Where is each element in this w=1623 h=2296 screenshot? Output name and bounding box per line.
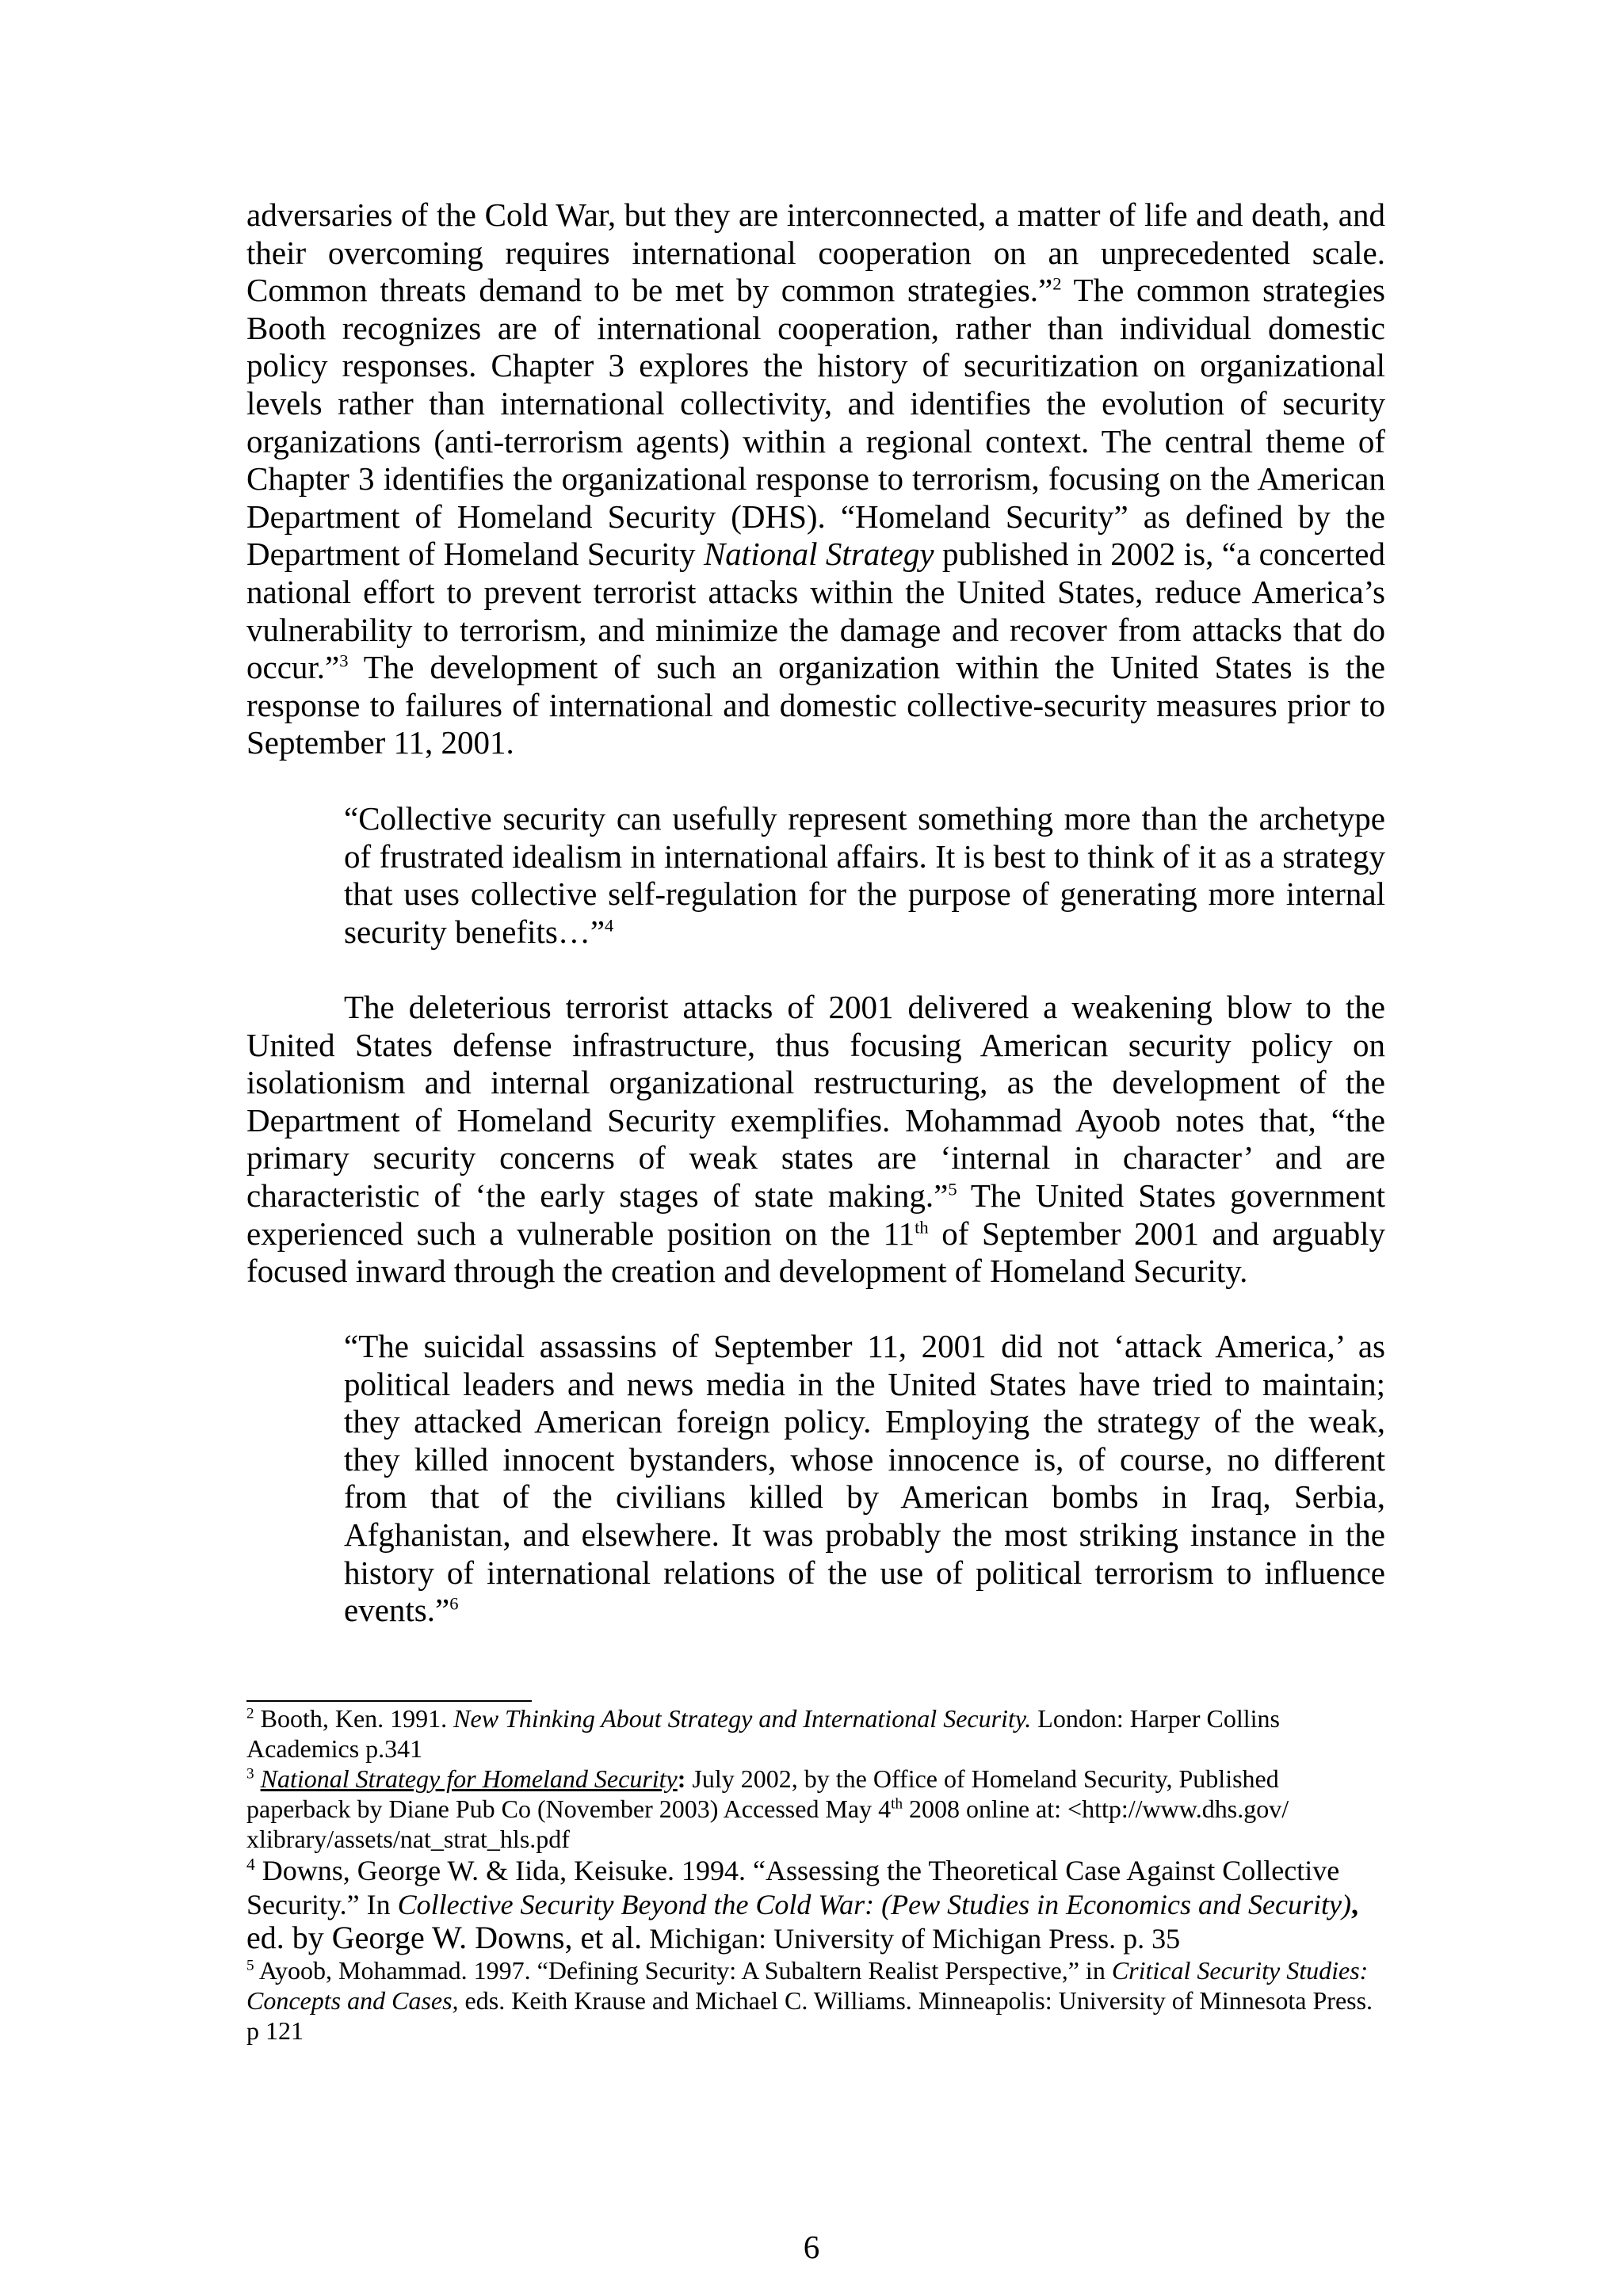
quote-text: “Collective security can usefully represent something more than the archetype of frustrated idealism in international affairs. It is best to think of it as a strategy that uses collective self-regulation for the purpose of generating more internal security benefits…” xyxy=(344,800,1385,950)
footnote-text: Michigan: University of Michigan Press. p. 35 xyxy=(642,1923,1181,1955)
footnote-ref-3[interactable]: 3 xyxy=(339,650,349,671)
ordinal-suffix: th xyxy=(915,1216,929,1237)
paragraph-text: The common strategies Booth recognizes are of international cooperation, rather than individual domestic policy responses. Chapter 3 explores the history of securitization on organizational levels rather than international collectivity, and identifies the evolution of security organizations (anti-terrorism agents) within a regional context. The central theme of Chapter 3 identifies the organizational response to terrorism, focusing on the American Department of Homeland Security (DHS). “Homeland Security” as defined by the Department of Homeland Security xyxy=(246,272,1386,573)
ordinal-suffix: th xyxy=(891,1795,903,1813)
footnote-3 xyxy=(246,1764,1385,1854)
footnote-4 xyxy=(246,1854,1385,1955)
paragraph-text: of September 2001 and arguably focused inward through the creation and development of Homeland Security. xyxy=(246,1215,1385,1290)
body-paragraph-2 xyxy=(246,989,1385,1291)
body-paragraph-1 xyxy=(246,196,1385,762)
footnote-text: London: Harper Collins Academics p.341 xyxy=(246,1704,1280,1763)
footnote-text: Security.” In xyxy=(246,1889,398,1920)
footnote-number: 5 xyxy=(246,1957,254,1974)
block-quote-2 xyxy=(344,1328,1385,1630)
footnote-text: July 2002, by the Office of Homeland Security, Published paperback by Diane Pub Co (November 2003) Accessed May 4 xyxy=(246,1764,1279,1823)
footnote-text: Booth, Ken. 1991. xyxy=(254,1704,454,1733)
italic-title: National Strategy xyxy=(703,536,934,573)
paragraph-text: The development of such an organization within the United States is the response to failures of international and domestic collective-security measures prior to September 11, 2001. xyxy=(246,649,1385,761)
paragraph-text: published in 2002 is, “a concerted national effort to prevent terrorist attacks within the United States, reduce America’s vulnerability to terrorism, and minimize the damage and recover from attacks that do occur.” xyxy=(246,536,1386,686)
footnote-ref-2[interactable]: 2 xyxy=(1052,273,1062,294)
footnote-number: 4 xyxy=(246,1855,255,1874)
footnote-text: eds. Keith Krause and Michael C. Williams. Minneapolis: University of Minnesota Press. p 121 xyxy=(246,1986,1373,2045)
paragraph-text: The United States government experienced such a vulnerable position on the 11 xyxy=(246,1177,1386,1252)
footnote-comma: , xyxy=(1350,1889,1358,1920)
footnote-ref-5[interactable]: 5 xyxy=(948,1179,957,1199)
paragraph-text: adversaries of the Cold War, but they are interconnected, a matter of life and death, and their overcoming requires international cooperation on an unprecedented scale. Common threats demand to be met by common strategies.” xyxy=(246,196,1385,309)
footnote-separator xyxy=(246,1700,532,1702)
footnote-number: 3 xyxy=(246,1765,254,1783)
footnote-colon: : xyxy=(677,1764,686,1793)
page-number: 6 xyxy=(803,2229,820,2265)
footnote-ref-4[interactable]: 4 xyxy=(605,915,614,936)
footnote-2 xyxy=(246,1703,1385,1764)
footnote-italic-title: New Thinking About Strategy and International Security. xyxy=(453,1704,1032,1733)
footnote-url[interactable]: 2008 online at: <http://www.dhs.gov/ xlibrary/assets/nat_strat_hls.pdf xyxy=(246,1794,1289,1853)
footnotes xyxy=(246,1703,1385,2046)
quote-text: “The suicidal assassins of September 11, 2001 did not ‘attack America,’ as political leaders and news media in the United States have tried to maintain; they attacked American foreign policy. Employing the strategy of the weak, they killed innocent bystanders, whose innocence is, of course, no different from that of the civilians killed by American bombs in Iraq, Serbia, Afghanistan, and elsewhere. It was probably the most striking instance in the history of international relations of the use of political terrorism to influence events.” xyxy=(344,1328,1385,1629)
footnote-text: Downs, George W. & Iida, Keisuke. 1994. “Assessing the Theoretical Case Against Collective xyxy=(254,1855,1340,1886)
footnote-link-title[interactable]: National Strategy for Homeland Security xyxy=(260,1764,678,1793)
footnote-italic-title: Collective Security Beyond the Cold War: (Pew Studies in Economics and Security) xyxy=(397,1889,1351,1920)
footnote-editor: ed. by George W. Downs, et al. xyxy=(246,1920,643,1955)
footnote-5 xyxy=(246,1955,1385,2046)
block-quote-1 xyxy=(344,800,1385,951)
paragraph-text: The deleterious terrorist attacks of 2001 delivered a weakening blow to the United States defense infrastructure, thus focusing American security policy on isolationism and internal organizational restructuring, as the development of the Department of Homeland Security exemplifies. Mohammad Ayoob notes that, “the primary security concerns of weak states are ‘internal in character’ and are characteristic of ‘the early stages of state making.” xyxy=(246,989,1385,1214)
footnote-italic-title: Critical Security Studies: Concepts and Cases, xyxy=(246,1956,1369,2015)
footnote-number: 2 xyxy=(246,1705,254,1722)
footnote-ref-6[interactable]: 6 xyxy=(449,1593,459,1614)
footnote-text: Ayoob, Mohammad. 1997. “Defining Security: A Subaltern Realist Perspective,” in xyxy=(254,1956,1112,1985)
